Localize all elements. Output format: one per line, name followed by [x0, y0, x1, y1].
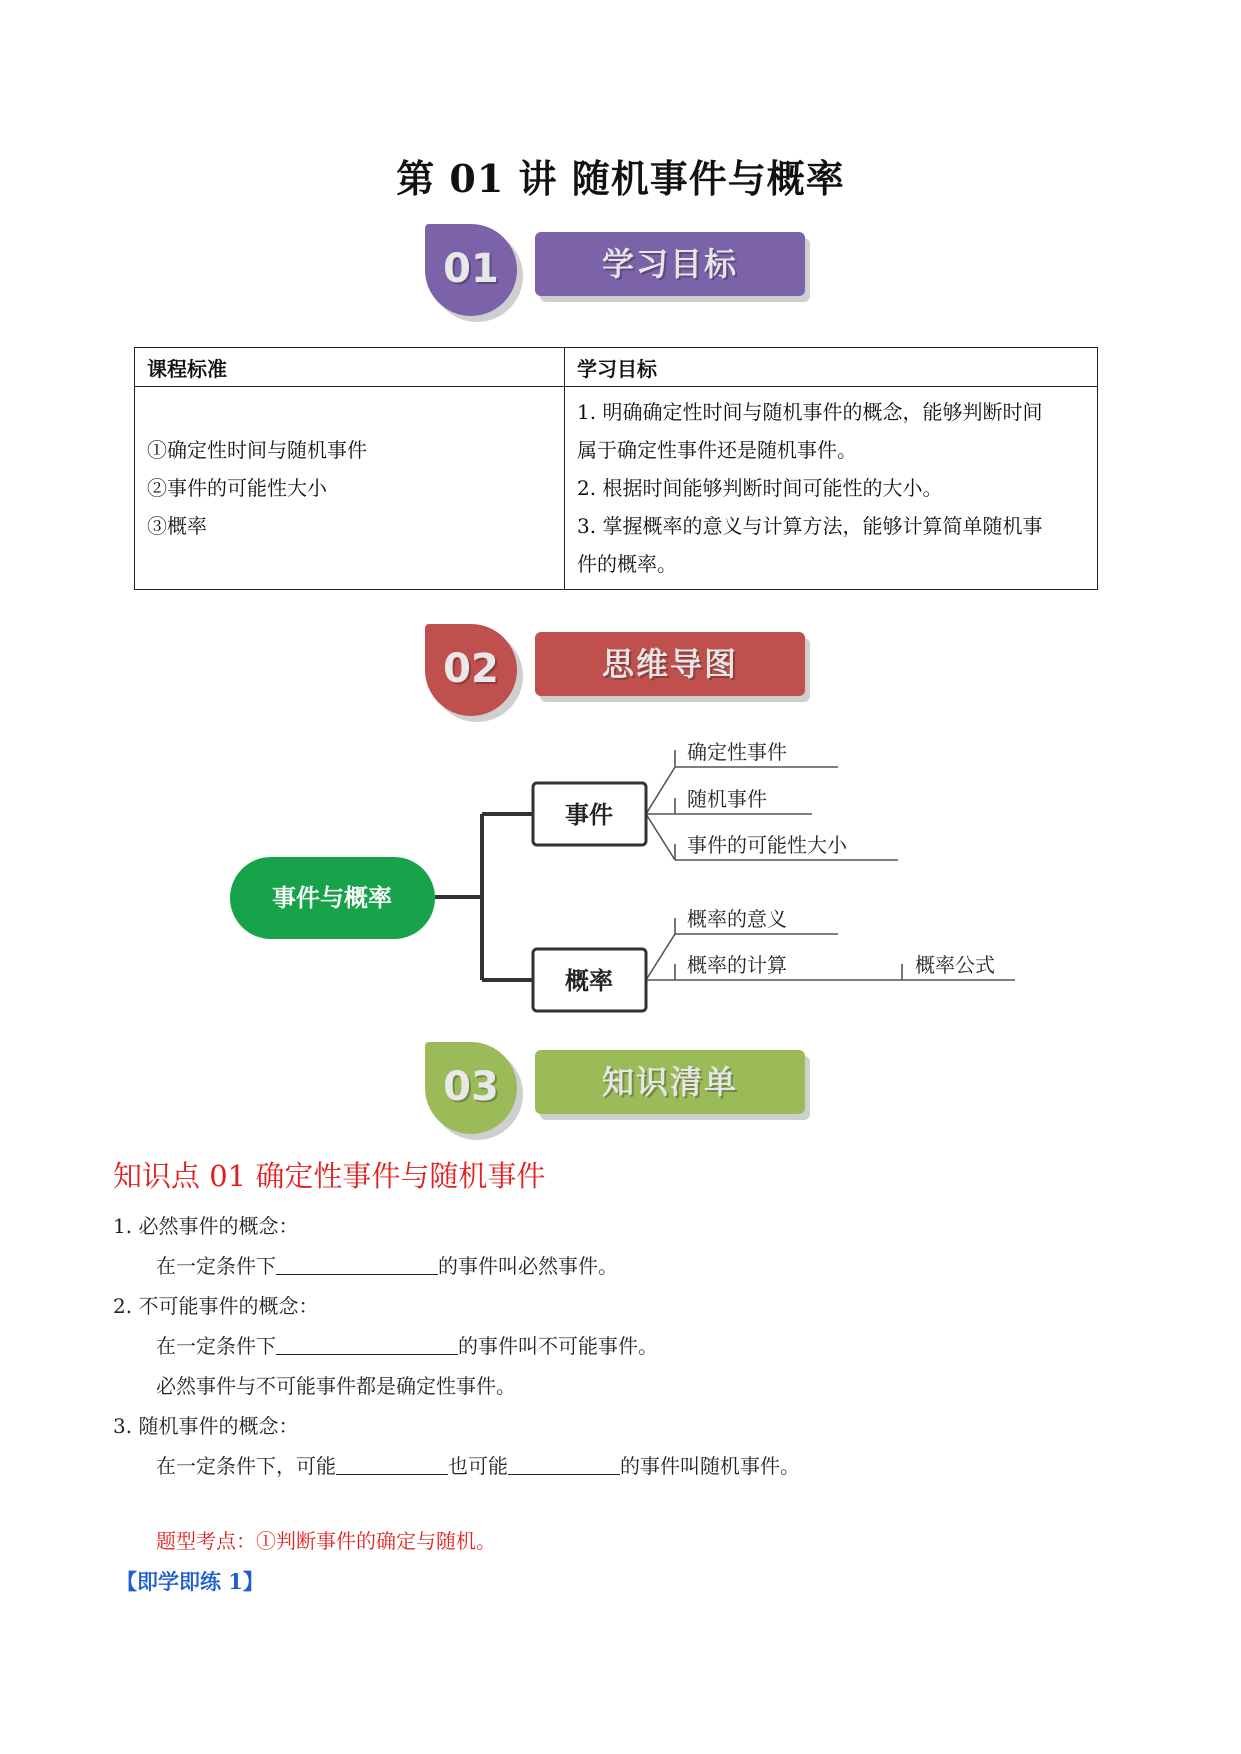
answer-blank[interactable]	[276, 1334, 458, 1355]
answer-blank[interactable]	[508, 1454, 620, 1475]
goals-cell	[565, 387, 1098, 590]
branch-label: 概率	[565, 967, 613, 995]
section-banner	[535, 1050, 805, 1114]
fill-in-line	[156, 1330, 658, 1359]
knowledge-point-heading: 知识点 01 确定性事件与随机事件	[113, 1159, 546, 1193]
line-text: 的事件叫不可能事件。	[458, 1334, 658, 1358]
line-text: 在一定条件下	[156, 1254, 276, 1278]
line-text: 的事件叫随机事件。	[620, 1454, 800, 1478]
section-number: 02	[443, 646, 499, 692]
answer-blank[interactable]	[336, 1454, 448, 1475]
section-label: 思维导图	[601, 645, 738, 683]
goals-table	[134, 347, 1098, 590]
fill-in-line	[156, 1250, 618, 1279]
item-title: 3. 随机事件的概念：	[113, 1414, 299, 1438]
leaf-label: 概率公式	[915, 953, 995, 977]
exam-point-note: 题型考点：①判断事件的确定与随机。	[156, 1529, 496, 1553]
branch-label: 事件	[565, 801, 613, 829]
section-label: 知识清单	[601, 1063, 738, 1101]
item-title: 2. 不可能事件的概念：	[113, 1294, 319, 1318]
header-standards: 课程标准	[135, 348, 565, 387]
leaf-label: 随机事件	[687, 787, 767, 811]
leaf-label: 事件的可能性大小	[687, 833, 847, 857]
section-banner	[535, 232, 805, 296]
connector-child	[646, 814, 675, 860]
leaf-label: 概率的计算	[687, 953, 787, 977]
practice-heading: 【即学即练 1】	[116, 1569, 264, 1594]
standards-cell	[135, 387, 565, 590]
standard-item: ③概率	[147, 514, 207, 538]
item-title: 1. 必然事件的概念：	[113, 1214, 299, 1238]
section-badge-02	[425, 622, 805, 722]
line-text: 也可能	[448, 1454, 508, 1478]
leaf-label: 概率的意义	[687, 907, 787, 931]
goal-line: 件的概率。	[577, 552, 677, 576]
standard-item: ②事件的可能性大小	[147, 476, 327, 500]
goal-line: 2. 根据时间能够判断时间可能性的大小。	[577, 476, 943, 500]
goal-line: 属于确定性事件还是随机事件。	[577, 438, 857, 462]
section-banner	[535, 632, 805, 696]
table-row	[135, 387, 1098, 590]
answer-blank[interactable]	[276, 1254, 438, 1275]
goal-line: 3. 掌握概率的意义与计算方法，能够计算简单随机事	[577, 514, 1043, 538]
leaf-label: 确定性事件	[687, 740, 787, 764]
line-text: 在一定条件下	[156, 1334, 276, 1358]
mind-map	[220, 722, 1020, 1022]
section-badge-03	[425, 1040, 805, 1140]
section-badge-01	[425, 222, 805, 322]
table-header-row	[135, 348, 1098, 387]
line-text: 的事件叫必然事件。	[438, 1254, 618, 1278]
standard-item: ①确定性时间与随机事件	[147, 438, 367, 462]
root-node-label: 事件与概率	[272, 884, 392, 912]
connector-child	[646, 934, 675, 980]
connector-child	[646, 767, 675, 814]
line-text: 在一定条件下，可能	[156, 1454, 336, 1478]
section-number: 03	[443, 1064, 499, 1110]
header-goals: 学习目标	[565, 348, 1098, 387]
note-line: 必然事件与不可能事件都是确定性事件。	[156, 1374, 516, 1398]
section-label: 学习目标	[601, 245, 738, 283]
fill-in-line	[156, 1450, 800, 1479]
goal-line: 1. 明确确定性时间与随机事件的概念，能够判断时间	[577, 400, 1043, 424]
document-title: 第 01 讲 随机事件与概率	[396, 156, 845, 201]
section-number: 01	[443, 246, 499, 292]
